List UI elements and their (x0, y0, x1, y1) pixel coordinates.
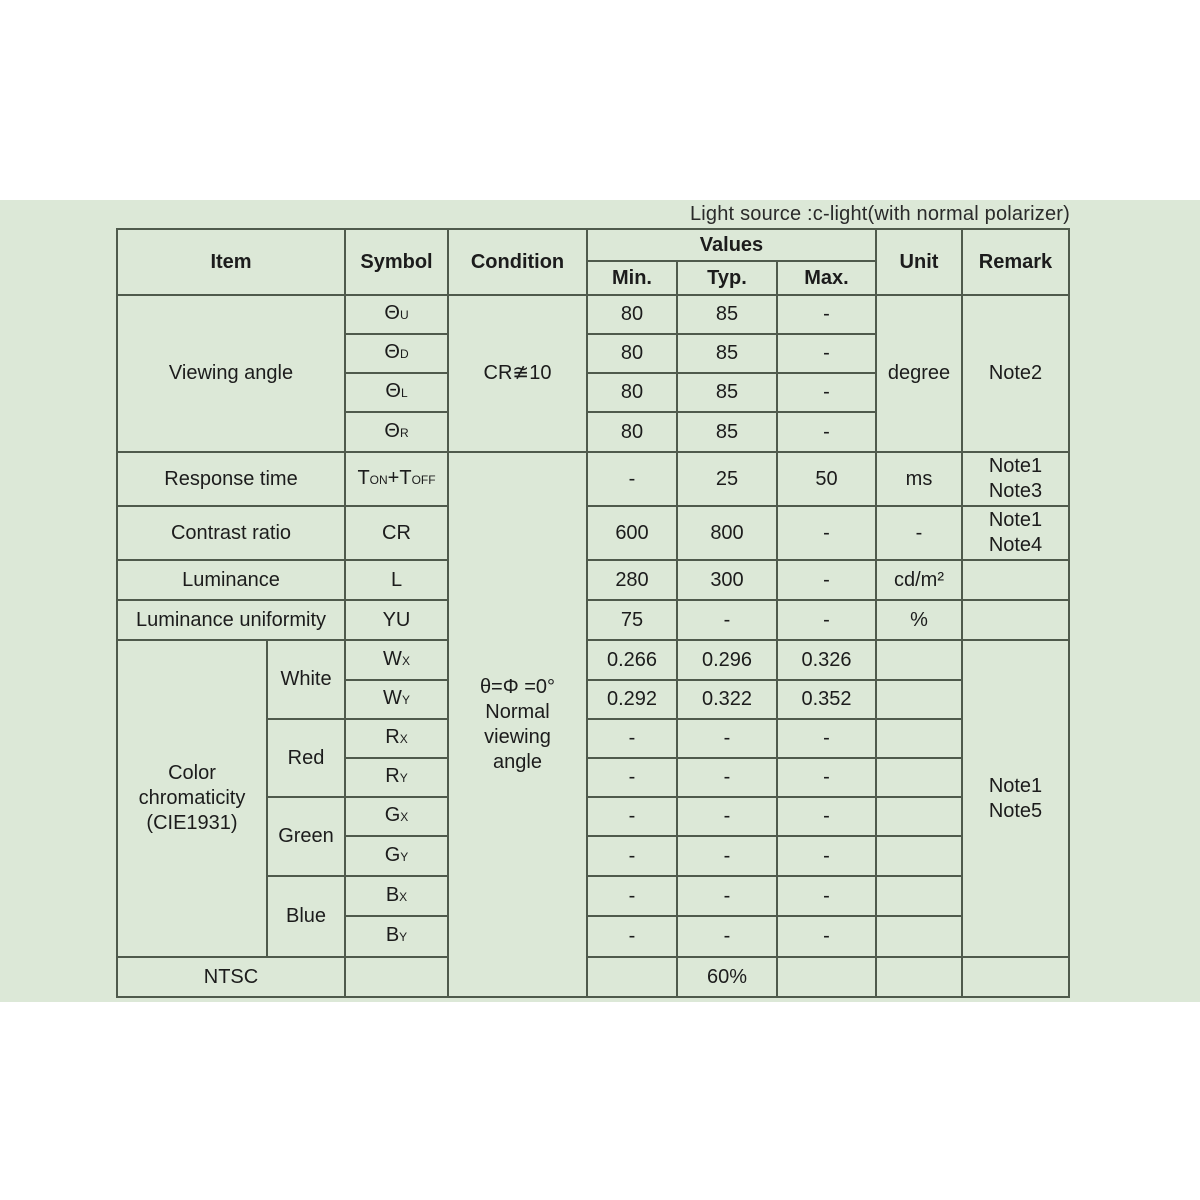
unit-cell (876, 797, 962, 836)
header-symbol: Symbol (345, 229, 448, 295)
symbol-cell: BY (345, 916, 448, 957)
table-row (117, 957, 1069, 997)
unit-cell (876, 876, 962, 916)
max-cell: 0.352 (777, 680, 876, 719)
typ-cell: 800 (677, 506, 777, 560)
symbol-cell: TON+TOFF (345, 452, 448, 506)
optical-spec-table (116, 228, 1070, 998)
min-cell: - (587, 719, 677, 758)
max-cell: - (777, 600, 876, 640)
symbol-cell: CR (345, 506, 448, 560)
unit-cell (876, 957, 962, 997)
max-cell: 50 (777, 452, 876, 506)
table-row (117, 560, 1069, 600)
table-row (117, 452, 1069, 506)
shared-condition: θ=Φ =0° Normal viewing angle (448, 452, 587, 997)
color-name: Green (267, 797, 345, 876)
symbol-cell (345, 957, 448, 997)
typ-cell: 85 (677, 295, 777, 334)
typ-cell: 300 (677, 560, 777, 600)
max-cell: - (777, 719, 876, 758)
unit-cell (876, 758, 962, 797)
min-cell: 80 (587, 373, 677, 412)
unit-cell (876, 680, 962, 719)
chromaticity-item: Color chromaticity (CIE1931) (117, 640, 267, 957)
color-name: Blue (267, 876, 345, 957)
typ-cell: 85 (677, 412, 777, 452)
typ-cell: 85 (677, 334, 777, 373)
typ-cell: 25 (677, 452, 777, 506)
table-row (117, 640, 1069, 680)
symbol-cell: ΘL (345, 373, 448, 412)
remark-cell (962, 957, 1069, 997)
min-cell: - (587, 876, 677, 916)
response-time-item: Response time (117, 452, 345, 506)
typ-cell: 60% (677, 957, 777, 997)
typ-cell: - (677, 876, 777, 916)
min-cell: - (587, 452, 677, 506)
max-cell: - (777, 373, 876, 412)
symbol-cell: GY (345, 836, 448, 876)
header-typ: Typ. (677, 261, 777, 295)
max-cell: - (777, 797, 876, 836)
typ-cell: - (677, 836, 777, 876)
max-cell: - (777, 758, 876, 797)
symbol-cell: BX (345, 876, 448, 916)
symbol-cell: YU (345, 600, 448, 640)
remark-cell: Note1 Note3 (962, 452, 1069, 506)
max-cell: - (777, 836, 876, 876)
header-condition: Condition (448, 229, 587, 295)
symbol-cell: ΘR (345, 412, 448, 452)
unit-cell: cd/m² (876, 560, 962, 600)
header-item: Item (117, 229, 345, 295)
max-cell: - (777, 876, 876, 916)
unit-cell (876, 836, 962, 876)
min-cell: - (587, 758, 677, 797)
header-unit: Unit (876, 229, 962, 295)
typ-cell: - (677, 600, 777, 640)
luminance-item: Luminance (117, 560, 345, 600)
unit-cell (876, 719, 962, 758)
color-name: Red (267, 719, 345, 797)
min-cell: - (587, 836, 677, 876)
unit-cell: - (876, 506, 962, 560)
symbol-cell: L (345, 560, 448, 600)
light-source-caption: Light source :c-light(with normal polarizer) (689, 203, 1070, 225)
viewing-angle-remark: Note2 (962, 295, 1069, 452)
max-cell: - (777, 916, 876, 957)
typ-cell: 0.322 (677, 680, 777, 719)
min-cell: 600 (587, 506, 677, 560)
symbol-cell: RY (345, 758, 448, 797)
header-remark: Remark (962, 229, 1069, 295)
viewing-angle-item: Viewing angle (117, 295, 345, 452)
unit-cell: ms (876, 452, 962, 506)
max-cell: - (777, 295, 876, 334)
unit-cell (876, 916, 962, 957)
typ-cell: - (677, 719, 777, 758)
min-cell: 80 (587, 334, 677, 373)
max-cell: - (777, 506, 876, 560)
unit-cell (876, 640, 962, 680)
viewing-angle-unit: degree (876, 295, 962, 452)
unit-cell: % (876, 600, 962, 640)
min-cell: 80 (587, 295, 677, 334)
max-cell: - (777, 560, 876, 600)
table-row (117, 295, 1069, 334)
max-cell: - (777, 334, 876, 373)
min-cell (587, 957, 677, 997)
table-row (117, 600, 1069, 640)
chromaticity-remark: Note1 Note5 (962, 640, 1069, 957)
symbol-cell: WY (345, 680, 448, 719)
min-cell: - (587, 916, 677, 957)
symbol-cell: ΘU (345, 295, 448, 334)
typ-cell: - (677, 797, 777, 836)
header-row-1 (117, 229, 1069, 261)
min-cell: 75 (587, 600, 677, 640)
remark-cell (962, 600, 1069, 640)
table-row (117, 506, 1069, 560)
contrast-ratio-item: Contrast ratio (117, 506, 345, 560)
typ-cell: 0.296 (677, 640, 777, 680)
symbol-cell: GX (345, 797, 448, 836)
min-cell: 0.292 (587, 680, 677, 719)
typ-cell: - (677, 758, 777, 797)
uniformity-item: Luminance uniformity (117, 600, 345, 640)
symbol-cell: RX (345, 719, 448, 758)
header-max: Max. (777, 261, 876, 295)
max-cell (777, 957, 876, 997)
remark-cell (962, 560, 1069, 600)
symbol-cell: WX (345, 640, 448, 680)
max-cell: 0.326 (777, 640, 876, 680)
typ-cell: 85 (677, 373, 777, 412)
min-cell: 0.266 (587, 640, 677, 680)
min-cell: 80 (587, 412, 677, 452)
min-cell: - (587, 797, 677, 836)
viewing-angle-condition: CR≇10 (448, 295, 587, 452)
max-cell: - (777, 412, 876, 452)
min-cell: 280 (587, 560, 677, 600)
symbol-cell: ΘD (345, 334, 448, 373)
typ-cell: - (677, 916, 777, 957)
header-values: Values (587, 229, 876, 261)
color-name: White (267, 640, 345, 719)
header-min: Min. (587, 261, 677, 295)
ntsc-item: NTSC (117, 957, 345, 997)
remark-cell: Note1 Note4 (962, 506, 1069, 560)
